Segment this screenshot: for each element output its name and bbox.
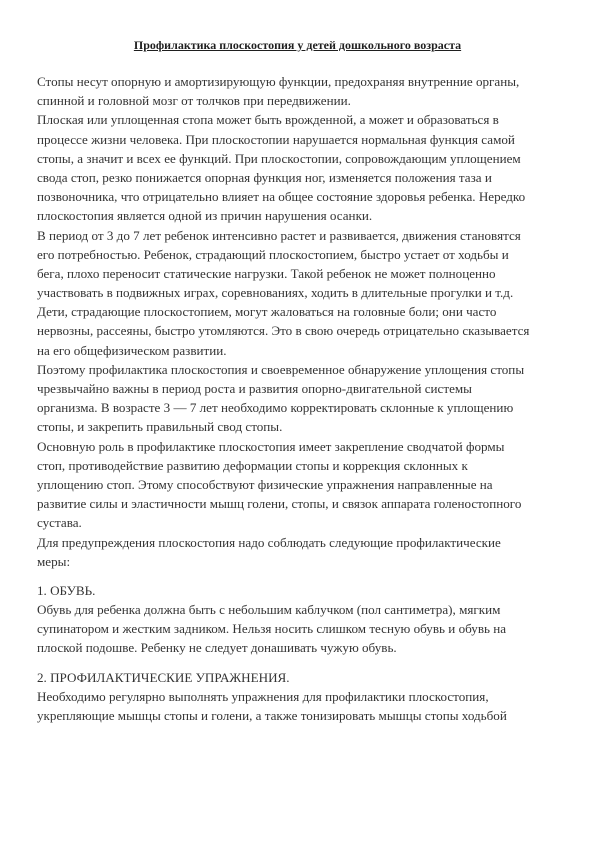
- paragraph-line: Плоская или уплощенная стопа может быть врожденной, а может и образоваться в: [37, 112, 499, 128]
- paragraph-line: Поэтому профилактика плоскостопия и своевременное обнаружение уплощения стопы: [37, 361, 525, 377]
- paragraph-line: сустава.: [37, 515, 82, 531]
- paragraph-line: его потребностью. Ребенок, страдающий плоскостопием, быстро устает от ходьбы и: [37, 246, 509, 262]
- paragraph-line: участвовать в подвижных играх, соревнованиях, ходить в длительные прогулки и т.д.: [37, 285, 514, 301]
- section-line: супинатором и жестким задником. Нельзя носить слишком тесную обувь и обувь на: [37, 621, 507, 637]
- document-body: [37, 72, 559, 725]
- section-line: плоской подошве. Ребенку не следует донашивать чужую обувь.: [37, 640, 397, 656]
- paragraph-line: процессе жизни человека. При плоскостопии нарушается нормальная функция самой: [37, 131, 515, 147]
- section-spacer: [37, 658, 559, 668]
- paragraph-line: стоп, противодействие развитию деформации стопы и коррекция склонных к: [37, 457, 468, 473]
- paragraph-line: стопы, а значит и всех ее функций. При плоскостопии, сопровождающим уплощением: [37, 150, 521, 166]
- paragraph-line: Для предупреждения плоскостопия надо соблюдать следующие профилактические: [37, 534, 501, 550]
- section-heading: 1. ОБУВЬ.: [37, 582, 96, 598]
- paragraph-line: Стопы несут опорную и амортизирующую функции, предохраняя внутренние органы,: [37, 74, 520, 89]
- paragraph-line: чрезвычайно важны в период роста и развития опорно-двигательной системы: [37, 381, 472, 396]
- paragraph-line: Основную роль в профилактике плоскостопия имеет закрепление сводчатой формы: [37, 438, 505, 454]
- paragraph-line: организма. В возрасте 3 — 7 лет необходимо корректировать склонные к уплощению: [37, 400, 514, 416]
- paragraph-line: уплощению стоп. Этому способствуют физические упражнения направленные на: [37, 476, 493, 492]
- section-line: Обувь для ребенка должна быть с небольшим каблучком (пол сантиметра), мягким: [37, 602, 501, 618]
- paragraph-line: нервозны, рассеяны, быстро утомляются. Это в свою очередь отрицательно сказывается: [37, 323, 530, 339]
- paragraph-line: меры:: [37, 553, 71, 569]
- document-title: Профилактика плоскостопия у детей дошкольного возраста: [133, 38, 462, 52]
- paragraph-line: спинной и головной мозг от толчков при передвижении.: [37, 93, 351, 109]
- paragraph-line: плоскостопия является одной из причин нарушения осанки.: [37, 208, 373, 224]
- paragraph-line: бега, плохо переносит статические нагрузки. Такой ребенок не может полноценно: [37, 265, 496, 281]
- paragraph-line: на его общефизическом развитии.: [37, 342, 227, 358]
- paragraph-line: стопы, и закрепить правильный свод стопы.: [37, 419, 283, 435]
- paragraph-line: свода стоп, резко понижается опорная функция ног, изменяется положения таза и: [37, 169, 492, 185]
- paragraph-line: В период от 3 до 7 лет ребенок интенсивно растет и развивается, движения становятся: [37, 227, 521, 243]
- section-line: укрепляющие мышцы стопы и голени, а также тонизировать мышцы стопы ходьбой: [37, 708, 507, 723]
- section-spacer: [37, 571, 559, 581]
- paragraph-line: позвоночника, что отрицательно влияет на общее состояние здоровья ребенка. Нередко: [37, 189, 526, 205]
- section-heading: 2. ПРОФИЛАКТИЧЕСКИЕ УПРАЖНЕНИЯ.: [37, 669, 290, 685]
- paragraph-line: Дети, страдающие плоскостопием, могут жаловаться на головные боли; они часто: [37, 304, 497, 320]
- section-line: Необходимо регулярно выполнять упражнения для профилактики плоскостопия,: [37, 688, 489, 704]
- paragraph-line: развитие силы и эластичности мышц голени, стопы, и связок аппарата голеностопного: [37, 496, 522, 512]
